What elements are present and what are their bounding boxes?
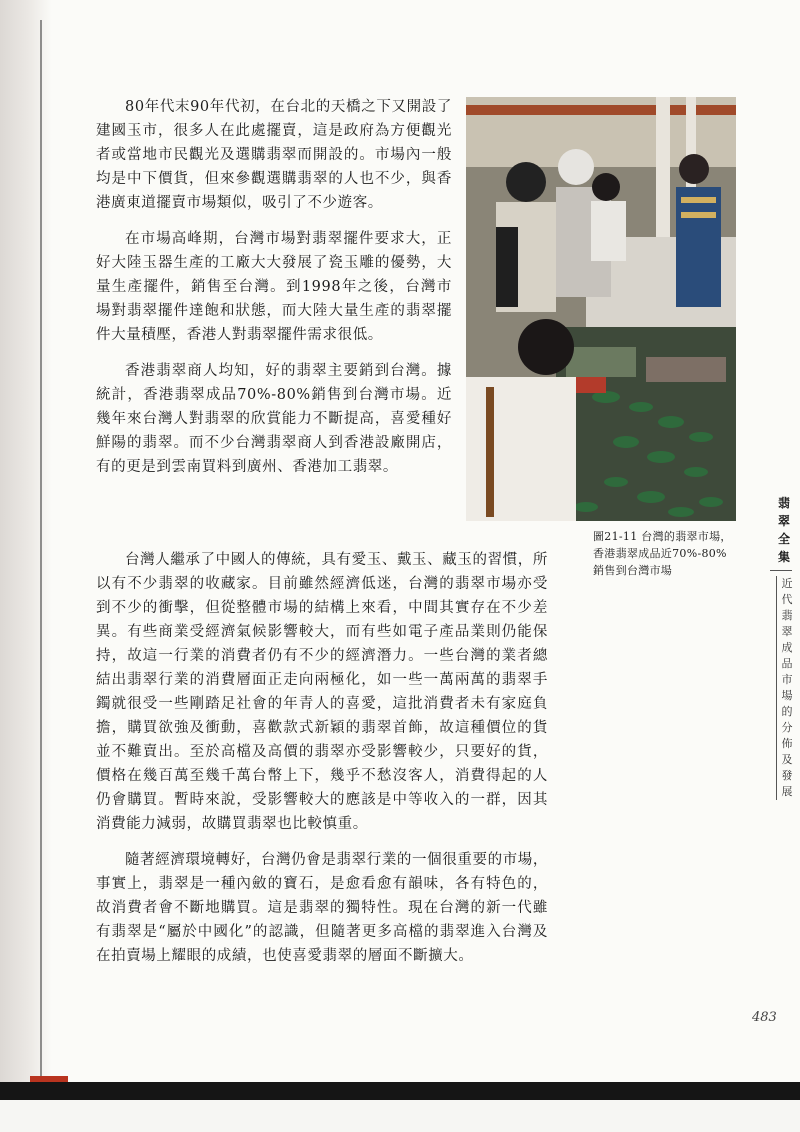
page-number: 483 [752, 1010, 777, 1025]
paragraph: 香港翡翠商人均知，好的翡翠主要銷到台灣。據統計，香港翡翠成品70%-80%銷售到台灣市場。近幾年來台灣人對翡翠的欣賞能力不斷提高，喜愛種好鮮陽的翡翠。而不少台灣翡翠商人到香港設廠開店，有的更是到雲南買料到廣州、香港加工翡翠。 [96, 363, 452, 475]
paragraph: 在市場高峰期，台灣市場對翡翠擺件要求大，正好大陸玉器生產的工廠大大發展了瓷玉雕的優勢，大量生產擺件，銷售至台灣。到1998年之後，台灣市場對翡翠擺件達飽和狀態，而大陸大量生產的翡翠擺件大量積壓，香港人對翡翠擺件需求很低。 [96, 231, 452, 343]
running-header-chapter: 近代翡翠成品市場的分佈及發展 [776, 576, 795, 800]
paragraph: 隨著經濟環境轉好，台灣仍會是翡翠行業的一個很重要的市場，事實上，翡翠是一種內斂的寶石，是愈看愈有韻味，各有特色的，故消費者會不斷地購買。這是翡翠的獨特性。現在台灣的新一代雖有翡翠是“屬於中國化”的認識，但隨著更多高檔的翡翠進入台灣及在拍賣場上耀眼的成績，也使喜愛翡翠的層面不斷擴大。 [96, 852, 548, 964]
caption-line: 香港翡翠成品近70%-80% [593, 547, 727, 560]
market-photo [466, 97, 736, 521]
photo-caption [593, 528, 743, 579]
running-header-title: 翡翠全集 [777, 496, 790, 564]
book-gutter-line [40, 20, 42, 1080]
page-margin-bottom [0, 1100, 800, 1132]
body-text-bottom [96, 548, 548, 980]
jade-market-photo-illustration [466, 97, 736, 521]
body-text-top [96, 95, 452, 491]
book-spine-shadow [0, 0, 52, 1090]
caption-line: 圖21-11 台灣的翡翠市場， [593, 530, 732, 543]
paragraph: 80年代末90年代初，在台北的天橋之下又開設了建國玉市，很多人在此處擺賣，這是政府為方便觀光者或當地市民觀光及選購翡翠而開設的。市場內一般均是中下價貨，但來參觀選購翡翠的人也不少，與香港廣東道擺賣市場類似，吸引了不少遊客。 [96, 99, 452, 211]
book-bottom-edge [0, 1082, 800, 1100]
caption-line: 銷售到台灣市場 [593, 564, 673, 577]
paragraph: 台灣人繼承了中國人的傳統，具有愛玉、戴玉、藏玉的習慣，所以有不少翡翠的收藏家。目前雖然經濟低迷，台灣的翡翠市場亦受到不少的衝擊，但從整體市場的結構上來看，中間其實存在不少差異。有些商業受經濟氣候影響較大，而有些如電子產品業則仍能保持，故這一行業的消費者仍有不少的經濟潛力。一些台灣的業者總結出翡翠行業的消費層面正走向兩極化，如一些一萬兩萬的翡翠手鐲就很受一些剛踏足社會的年青人的喜愛，這批消費者未有家庭負擔，購買欲強及衝動，喜歡款式新穎的翡翠首飾，故這種價位的貨並不難賣出。至於高檔及高價的翡翠亦受影響較少，只要好的貨，價格在幾百萬至幾千萬台幣上下，幾乎不愁沒客人，消費得起的人仍會購買。暫時來說，受影響較大的應該是中等收入的一群，因其消費能力減弱，故購買翡翠也比較慎重。 [96, 552, 548, 832]
running-header-rule [770, 570, 792, 571]
